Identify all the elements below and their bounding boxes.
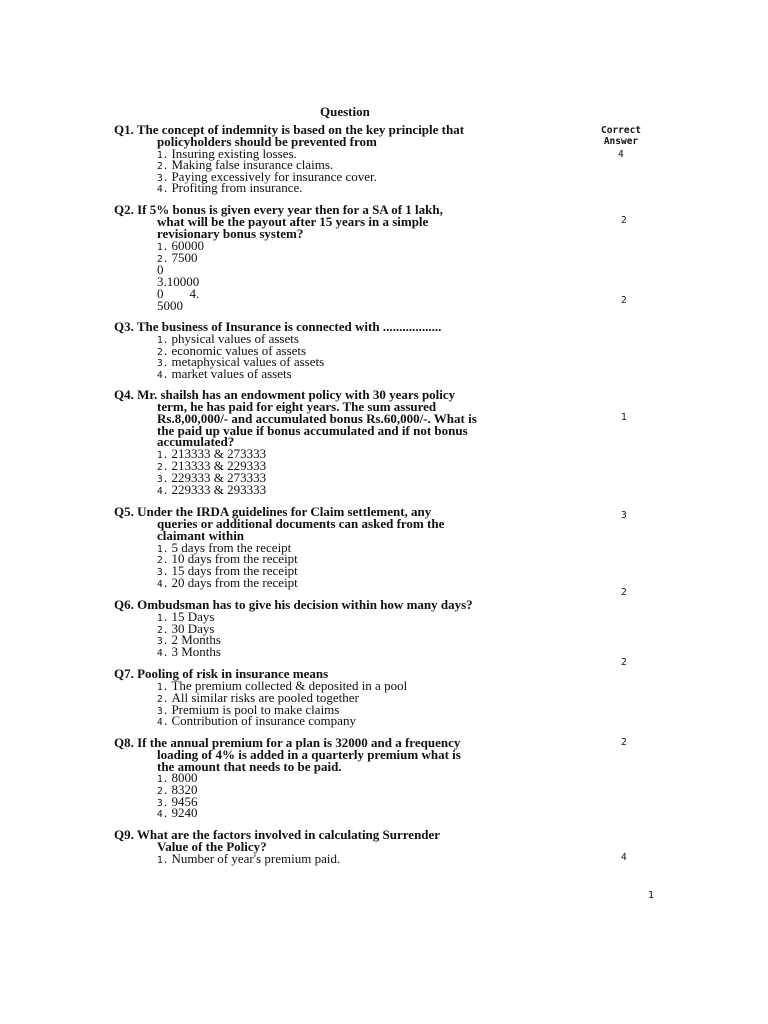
page-number: 1	[648, 890, 655, 901]
q1-option-2: 2. Making false insurance claims.	[157, 157, 334, 172]
correct-answer-heading	[598, 125, 644, 147]
page-title: Question	[320, 104, 370, 119]
q8-answer: 2	[621, 737, 627, 748]
q1-option-3: 3. Paying excessively for insurance cover.	[157, 169, 377, 184]
q4-option-1: 1. 213333 & 273333	[157, 446, 267, 461]
q2-text-line1: Q2. If 5% bonus is given every year then for a SA of 1 lakh,	[114, 202, 443, 217]
q3-text-line1: Q3. The business of Insurance is connected with ..................	[114, 319, 442, 334]
q2-answer: 2	[621, 215, 627, 226]
q4-option-2: 2. 213333 & 229333	[157, 458, 267, 473]
q7-text-line1: Q7. Pooling of risk in insurance means	[114, 666, 329, 681]
q1-text-line2: policyholders should be prevented from	[157, 134, 377, 149]
q6-option-4: 4. 3 Months	[157, 644, 221, 659]
q5-option-2: 2. 10 days from the receipt	[157, 551, 298, 566]
q3-option-4: 4. market values of assets	[157, 366, 292, 381]
q4-text-line4: the paid up value if bonus accumulated and if not bonus	[157, 423, 468, 438]
q4-answer: 1	[621, 412, 627, 423]
q6-option-2: 2. 30 Days	[157, 621, 215, 636]
q5-answer: 3	[621, 510, 627, 521]
answer-heading-line2: Answer	[603, 136, 639, 147]
q2-option-4: 5000	[157, 298, 183, 313]
q4-option-4: 4. 229333 & 293333	[157, 482, 267, 497]
q6-option-1: 1. 15 Days	[157, 609, 215, 624]
q9-option-1: 1. Number of year's premium paid.	[157, 851, 341, 866]
q9-text-line2: Value of the Policy?	[157, 839, 267, 854]
q9-answer: 4	[621, 852, 627, 863]
q8-text-line2: loading of 4% is added in a quarterly premium what is	[157, 747, 461, 762]
q2-option-2-cont: 0	[157, 262, 164, 277]
q8-text-line3: the amount that needs to be paid.	[157, 759, 342, 774]
q7-option-3: 3. Premium is pool to make claims	[157, 702, 340, 717]
q8-option-3: 3. 9456	[157, 794, 198, 809]
q2-option-1: 1. 60000	[157, 238, 204, 253]
q3-option-2: 2. economic values of assets	[157, 343, 307, 358]
q3-option-1: 1. physical values of assets	[157, 331, 299, 346]
q2-answer-repeat: 2	[621, 295, 627, 306]
q6-answer: 2	[621, 587, 627, 598]
q2-option-2: 2. 7500	[157, 250, 198, 265]
q6-text-line1: Q6. Ombudsman has to give his decision within how many days?	[114, 597, 473, 612]
q5-option-3: 3. 15 days from the receipt	[157, 563, 298, 578]
q8-text-line1: Q8. If the annual premium for a plan is 32000 and a frequency	[114, 735, 461, 750]
q3-option-3: 3. metaphysical values of assets	[157, 354, 325, 369]
q4-option-3: 3. 229333 & 273333	[157, 470, 267, 485]
q5-option-4: 4. 20 days from the receipt	[157, 575, 298, 590]
q2-option-3: 3.10000	[157, 274, 200, 289]
q4-text-line3: Rs.8,00,000/- and accumulated bonus Rs.60,000/-. What is	[157, 411, 477, 426]
q8-option-2: 2. 8320	[157, 782, 198, 797]
q1-option-1: 1. Insuring existing losses.	[157, 146, 297, 161]
q8-option-1: 1. 8000	[157, 770, 198, 785]
q9-text-line1: Q9. What are the factors involved in calculating Surrender	[114, 827, 441, 842]
q2-text-line3: revisionary bonus system?	[157, 226, 304, 241]
q1-answer: 4	[618, 149, 624, 160]
q5-text-line2: queries or additional documents can asked from the	[157, 516, 445, 531]
q7-option-4: 4. Contribution of insurance company	[157, 713, 356, 728]
q1-option-4: 4. Profiting from insurance.	[157, 180, 303, 195]
q5-text-line1: Q5. Under the IRDA guidelines for Claim settlement, any	[114, 504, 432, 519]
q5-option-1: 1. 5 days from the receipt	[157, 540, 292, 555]
q4-text-line5: accumulated?	[157, 434, 235, 449]
q2-option-3-cont: 0 4.	[157, 286, 200, 301]
answer-heading-line1: Correct	[600, 125, 642, 136]
q8-option-4: 4. 9240	[157, 805, 198, 820]
q7-option-1: 1. The premium collected & deposited in a pool	[157, 678, 408, 693]
q6-option-3: 3. 2 Months	[157, 632, 221, 647]
q7-answer: 2	[621, 657, 627, 668]
q2-text-line2: what will be the payout after 15 years in a simple	[157, 214, 429, 229]
q7-option-2: 2. All similar risks are pooled together	[157, 690, 359, 705]
q1-text-line1: Q1. The concept of indemnity is based on the key principle that	[114, 122, 465, 137]
q5-text-line3: claimant within	[157, 528, 245, 543]
q4-text-line2: term, he has paid for eight years. The sum assured	[157, 399, 437, 414]
q4-text-line1: Q4. Mr. shailsh has an endowment policy with 30 years policy	[114, 387, 456, 402]
